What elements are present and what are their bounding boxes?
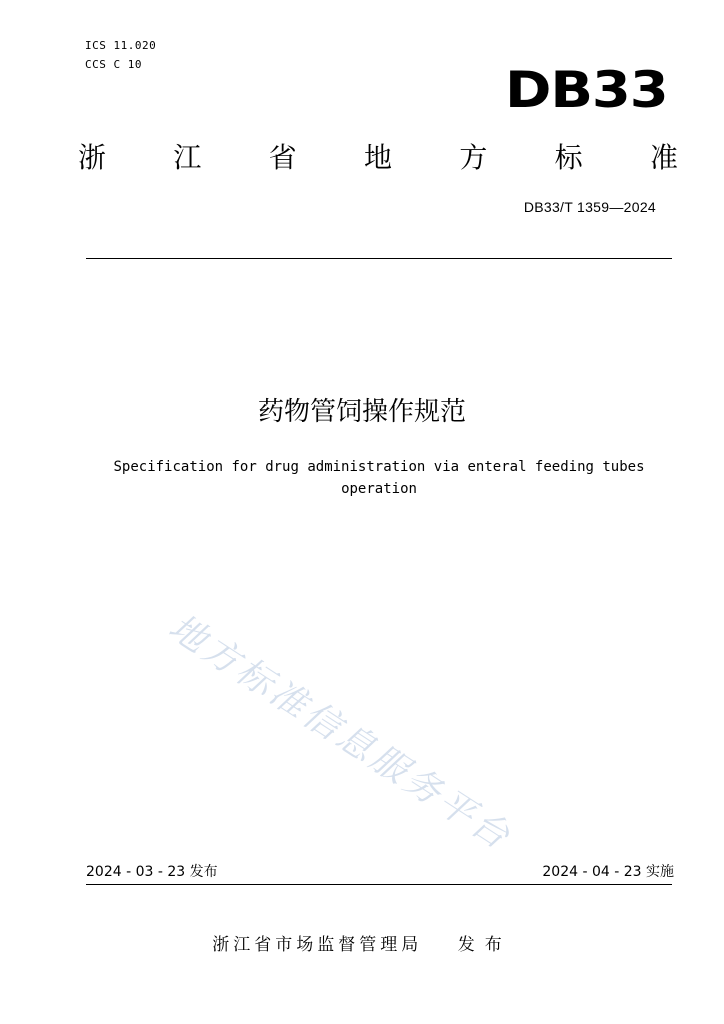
dates-row [86,862,674,882]
standard-type-char: 方 [459,141,488,174]
document-title: 药物管饲操作规范 [257,397,466,427]
standard-type-heading [78,138,678,178]
ics-code: ICS 11.020 [85,39,157,52]
issue-label: 发布 [457,935,512,955]
english-title-line: Specification for drug administration via enteral feeding tubes [113,459,645,475]
implement-date: 2024 - 04 - 23 实施 [542,864,674,880]
standard-type-char: 标 [554,141,583,174]
standard-number: DB33/T 1359—2024 [523,199,656,215]
db33-logo: DB33 [505,61,668,119]
issuer-row [0,932,724,958]
publish-date: 2024 - 03 - 23 发布 [86,864,218,880]
issuing-authority: 浙江省市场监督管理局 [212,935,423,955]
watermark: 地方标准信息服务平台 [161,606,520,859]
top-divider [86,258,672,259]
classification-codes [85,36,156,74]
standard-type-char: 浙 [78,141,107,174]
english-title [90,456,668,500]
standard-type-char: 准 [649,141,678,174]
bottom-divider [86,884,672,885]
ccs-code: CCS C 10 [85,58,142,71]
standard-type-char: 地 [363,141,392,174]
standard-type-char: 省 [268,141,297,174]
english-title-line: operation [341,481,417,497]
standard-type-char: 江 [173,141,202,174]
